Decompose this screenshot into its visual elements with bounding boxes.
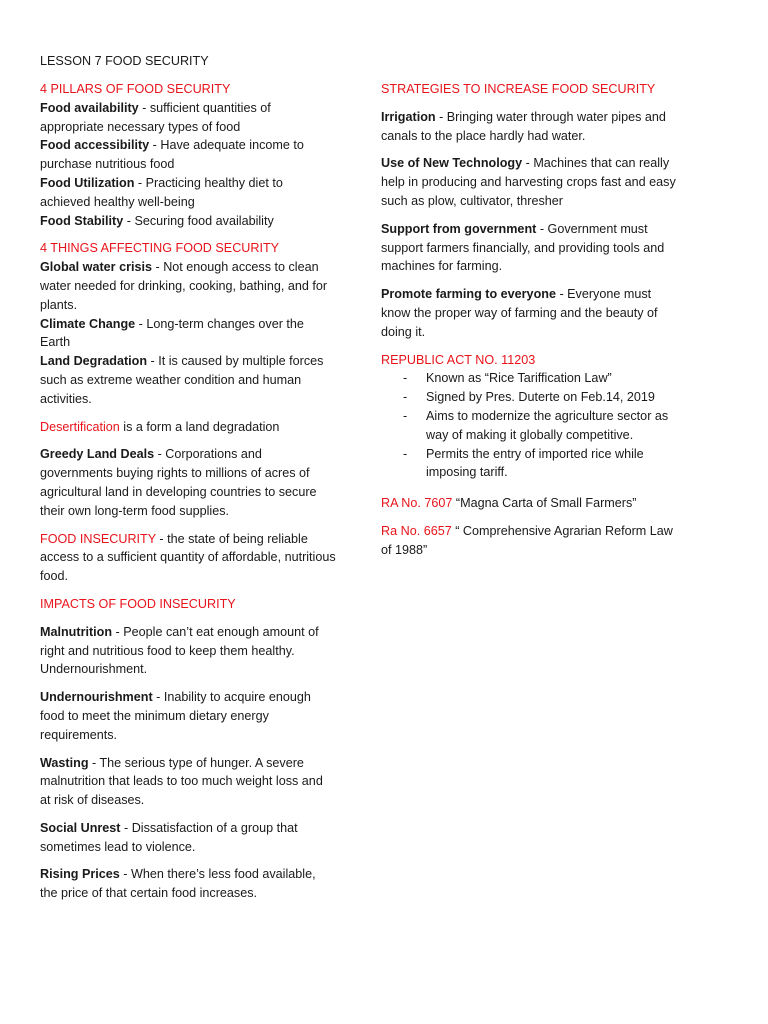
definition: - Securing food availability	[123, 213, 274, 228]
law-number: Ra No. 6657	[381, 523, 452, 538]
greedy-land-deals	[40, 445, 336, 520]
term: Greedy Land Deals	[40, 447, 155, 462]
ra11203-list	[381, 369, 681, 482]
term: Food accessibility	[40, 138, 150, 153]
definition: - Corporations and governments buying rights to millions of acres of agricultural land in developing countries to secure their own long-term food supplies.	[40, 447, 317, 518]
term: Wasting	[40, 755, 89, 770]
impact-item	[40, 819, 336, 857]
term: Undernourishment	[40, 690, 153, 705]
list-item: - Known as “Rice Tariffication Law”	[381, 369, 681, 388]
pillars-heading: 4 PILLARS OF FOOD SECURITY	[40, 82, 231, 96]
definition: - Long-term changes over the Earth	[40, 316, 304, 350]
pillar-item	[40, 136, 336, 174]
impact-item	[40, 754, 336, 810]
impact-item	[40, 623, 336, 679]
strategy-item	[381, 220, 681, 276]
term: Support from government	[381, 221, 537, 236]
impacts-heading: IMPACTS OF FOOD INSECURITY	[40, 596, 236, 611]
definition: - When there’s less food available, the price of that certain food increases.	[40, 867, 316, 901]
list-item: - Permits the entry of imported rice while imposing tariff.	[381, 445, 681, 483]
term: Global water crisis	[40, 260, 152, 275]
definition: - Machines that can really help in producing and harvesting crops fast and easy such as plow, cultivator, thresher	[381, 156, 676, 208]
law-number: RA No. 7607	[381, 496, 453, 511]
term: Desertification	[40, 419, 120, 434]
term: Food availability	[40, 100, 139, 115]
term: Use of New Technology	[381, 156, 523, 171]
definition: - Inability to acquire enough food to meet the minimum dietary energy requirements.	[40, 690, 311, 742]
definition: is a form a land degradation	[119, 419, 280, 434]
strategies-heading: STRATEGIES TO INCREASE FOOD SECURITY	[381, 82, 656, 96]
ra11203-heading: REPUBLIC ACT NO. 11203	[381, 352, 536, 367]
list-item: - Signed by Pres. Duterte on Feb.14, 2019	[381, 388, 681, 407]
definition: - Dissatisfaction of a group that sometimes lead to violence.	[40, 820, 298, 854]
food-insecurity-definition	[40, 530, 336, 586]
term: Promote farming to everyone	[381, 287, 556, 302]
definition: - Practicing healthy diet to achieved healthy well-being	[40, 175, 283, 209]
affecting-item	[40, 315, 336, 353]
affecting-item	[40, 352, 336, 408]
page-title: LESSON 7 FOOD SECURITY	[40, 54, 209, 68]
strategy-item	[381, 154, 681, 210]
definition: - Bringing water through water pipes and canals to the place hardly had water.	[381, 109, 666, 143]
term: Land Degradation	[40, 354, 148, 369]
affecting-item	[40, 258, 336, 314]
pillar-item	[40, 99, 336, 137]
term: Climate Change	[40, 316, 136, 331]
definition: - Not enough access to clean water needed for drinking, cooking, bathing, and for plants.	[40, 260, 328, 312]
definition: - Government must support farmers financially, and providing tools and machines for farming.	[381, 221, 665, 274]
term: Social Unrest	[40, 820, 121, 835]
desertification-note	[40, 418, 336, 437]
law-title: “Magna Carta of Small Farmers”	[452, 496, 637, 511]
ra7607-line	[381, 494, 681, 513]
impact-item	[40, 688, 336, 744]
term: FOOD INSECURITY	[40, 531, 156, 546]
term: Rising Prices	[40, 867, 120, 882]
term: Food Stability	[40, 213, 124, 228]
definition: - Have adequate income to purchase nutritious food	[40, 138, 304, 172]
definition: - The serious type of hunger. A severe malnutrition that leads to too much weight loss and at risk of diseases.	[40, 755, 323, 808]
pillar-item	[40, 174, 336, 212]
list-item: - Aims to modernize the agriculture sector as way of making it globally competitive.	[381, 407, 681, 445]
strategy-item	[381, 285, 681, 341]
law-title: “ Comprehensive Agrarian Reform Law of 1988”	[381, 523, 673, 557]
definition: - Everyone must know the proper way of farming and the beauty of doing it.	[381, 287, 658, 339]
definition: - the state of being reliable access to a sufficient quantity of affordable, nutritious food.	[40, 531, 336, 584]
pillars-section	[40, 80, 336, 903]
ra6657-line	[381, 522, 681, 560]
affecting-heading: 4 THINGS AFFECTING FOOD SECURITY	[40, 241, 280, 256]
definition: - sufficient quantities of appropriate necessary types of food	[40, 100, 271, 134]
term: Food Utilization	[40, 175, 135, 190]
term: Irrigation	[381, 109, 436, 124]
strategies-section	[381, 80, 681, 560]
definition: - People can’t eat enough amount of right and nutritious food to keep them healthy. Undernourishment.	[40, 624, 319, 677]
term: Malnutrition	[40, 624, 113, 639]
pillar-item	[40, 212, 336, 231]
impact-item	[40, 865, 336, 903]
strategy-item	[381, 108, 681, 146]
definition: - It is caused by multiple forces such as extreme weather condition and human activities.	[40, 354, 324, 406]
